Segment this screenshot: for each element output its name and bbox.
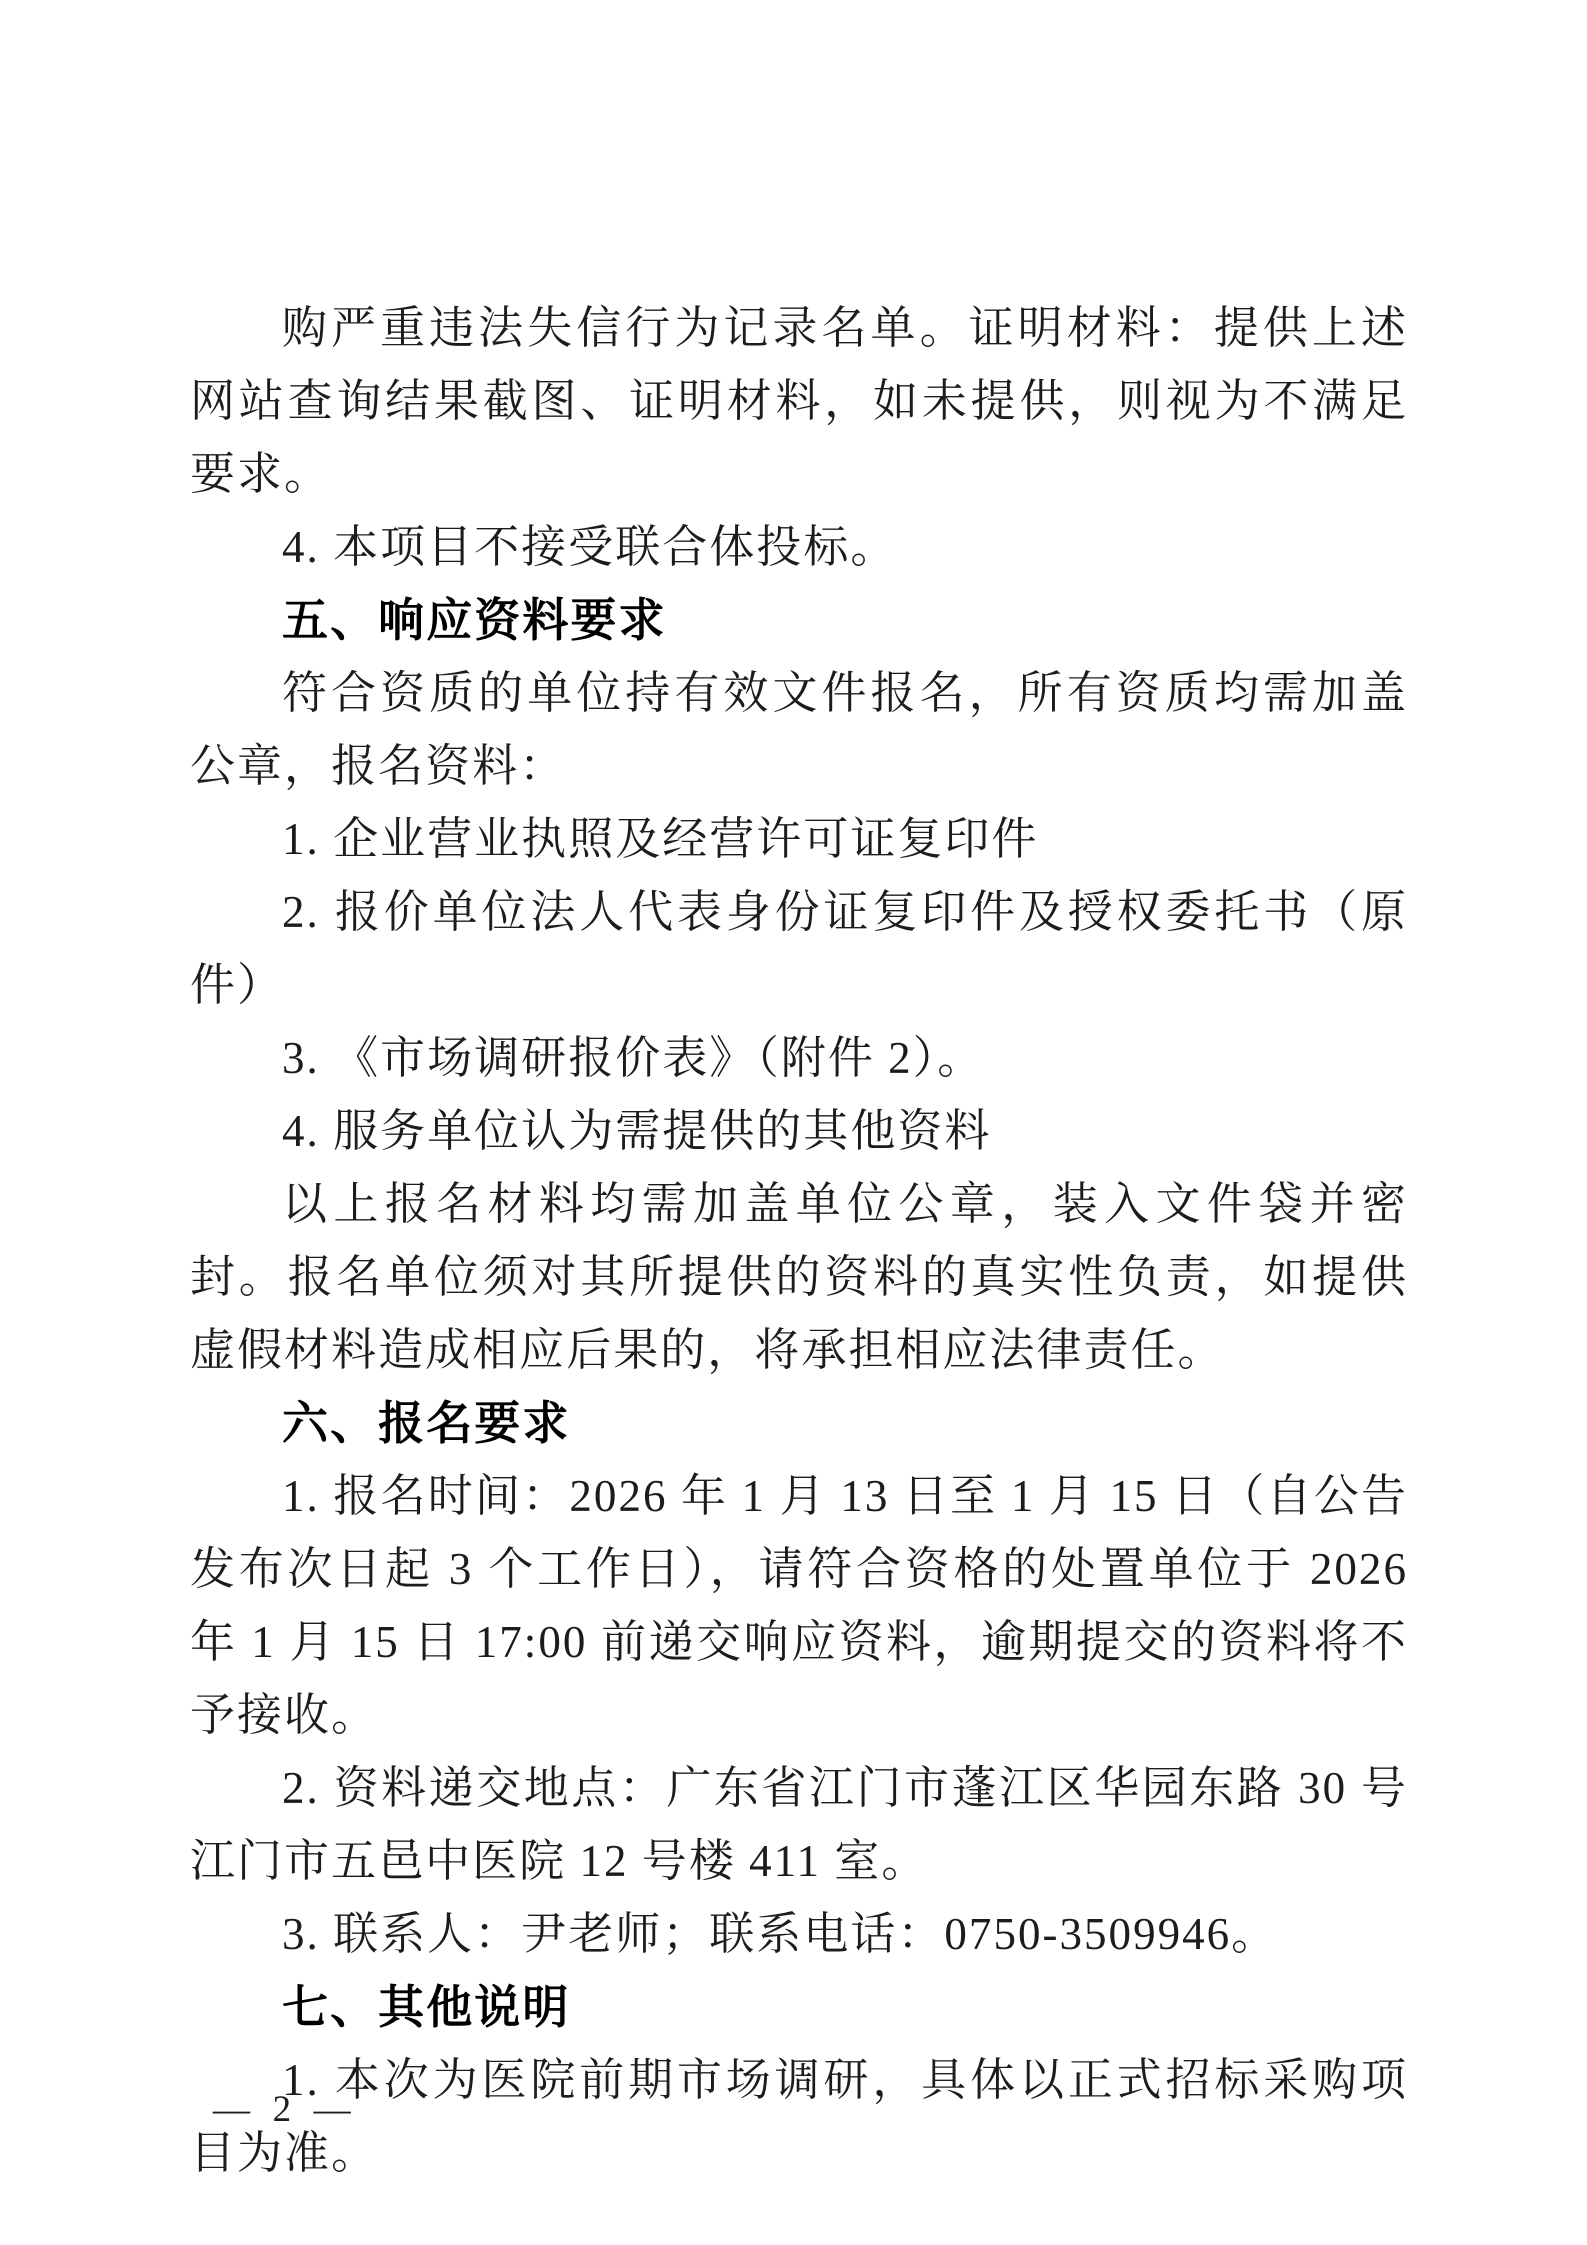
paragraph: 符合资质的单位持有效文件报名，所有资质均需加盖公章，报名资料： (190, 668, 1408, 791)
paragraph: 1. 报名时间：2026 年 1 月 13 日至 1 月 15 日（自公告发布次日起 3 个工作日），请符合资格的处置单位于 2026 年 1 月 15 日 17:00 前递交响应资料，逾期提交的资料将不予接收。 (190, 1471, 1408, 1740)
paragraph: 1. 企业营业执照及经营许可证复印件 (282, 814, 1039, 864)
paragraph: 4. 服务单位认为需提供的其他资料 (282, 1106, 992, 1156)
paragraph: 1. 本次为医院前期市场调研，具体以正式招标采购项目为准。 (190, 2055, 1408, 2178)
paragraph: 3. 联系人：尹老师；联系电话：0750-3509946。 (282, 1909, 1279, 1959)
paragraph: 4. 本项目不接受联合体投标。 (282, 522, 898, 572)
paragraph: 2. 报价单位法人代表身份证复印件及授权委托书（原件） (190, 887, 1408, 1010)
page-number: — 2 — (213, 2089, 358, 2130)
section-heading: 七、其他说明 (282, 1981, 571, 2033)
section-heading: 五、响应资料要求 (282, 594, 667, 646)
section-heading: 六、报名要求 (282, 1397, 571, 1449)
document-body (190, 292, 1408, 2190)
paragraph: 以上报名材料均需加盖单位公章，装入文件袋并密封。报名单位须对其所提供的资料的真实性负责，如提供虚假材料造成相应后果的，将承担相应法律责任。 (190, 1179, 1408, 1375)
paragraph: 2. 资料递交地点：广东省江门市蓬江区华园东路 30 号江门市五邑中医院 12 号楼 411 室。 (190, 1763, 1408, 1886)
paragraph: 3. 《市场调研报价表》（附件 2）。 (282, 1033, 985, 1083)
paragraph: 购严重违法失信行为记录名单。证明材料：提供上述网站查询结果截图、证明材料，如未提供，则视为不满足要求。 (190, 303, 1408, 499)
